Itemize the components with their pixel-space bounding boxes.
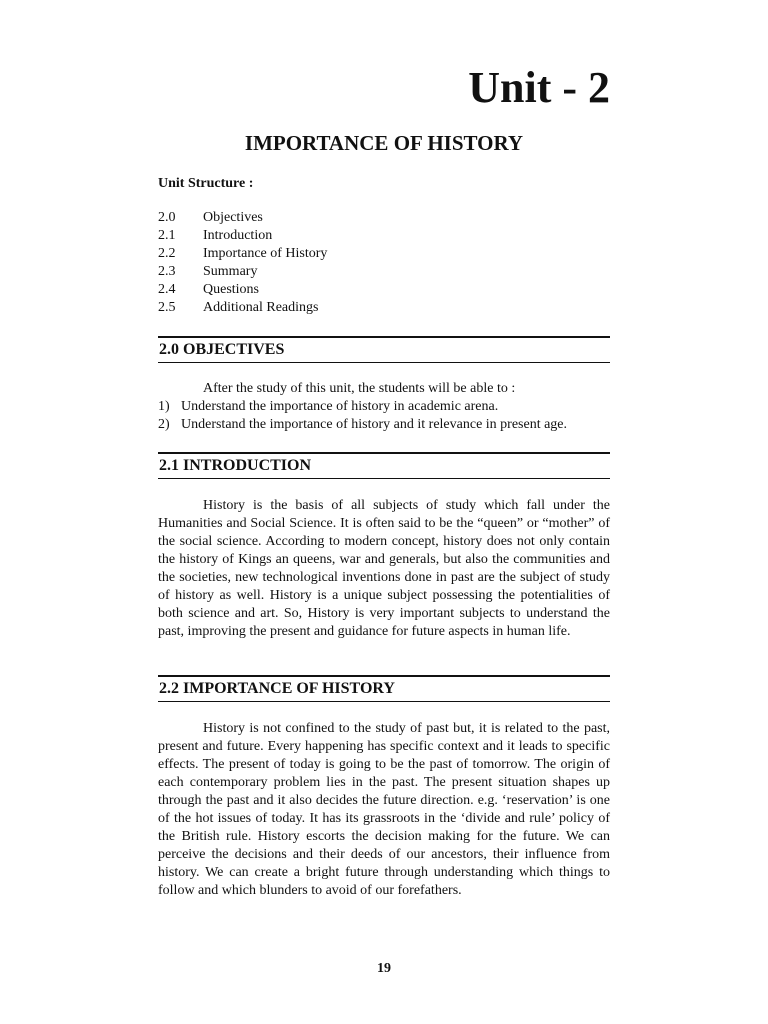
objectives-intro: After the study of this unit, the students will be able to : bbox=[203, 381, 516, 396]
section-heading-importance: 2.2 IMPORTANCE OF HISTORY bbox=[158, 675, 610, 702]
structure-item bbox=[158, 245, 327, 263]
structure-item bbox=[158, 263, 327, 281]
objectives-list bbox=[158, 398, 610, 434]
structure-item-number: 2.3 bbox=[158, 264, 176, 279]
list-item bbox=[158, 398, 610, 416]
importance-paragraph: History is not confined to the study of past but, it is related to the past, present and future. Every happening has specific context and it leads to specific effects. The present of today is going to be the past of tomorrow. The origin of each contemporary problem lies in the past. The present situation shapes up through the past and it also decides the future direction. e.g. ‘reservation’ is one of the hot issues of today. It has its grassroots in the ‘divide and rule’ policy of the British rule. History escorts the decision making for the future. We can perceive the decisions and their deeds of our ancestors, their influence from history. We can create a bright future through understanding which things to follow and which blunders to avoid of our forefathers. bbox=[158, 721, 610, 898]
structure-item-number: 2.5 bbox=[158, 300, 176, 315]
structure-item bbox=[158, 281, 327, 299]
structure-item-label: Introduction bbox=[203, 228, 273, 243]
structure-item-number: 2.1 bbox=[158, 228, 176, 243]
list-item-text: Understand the importance of history in academic arena. bbox=[181, 399, 499, 414]
introduction-paragraph: History is the basis of all subjects of study which fall under the Humanities and Social Science. It is often said to be the “queen” or “mother” of the social science. According to modern concept, history does not only contain the history of Kings an queens, war and generals, but also the communities and the societies, new technological inventions done in past are the subject of study of history as well. History is a unique subject possessing the potentialities of both science and art. So, History is very important subjects to understand the past, improving the present and guidance for future aspects in human life. bbox=[158, 498, 610, 639]
page-number: 19 bbox=[377, 961, 391, 976]
section-heading-objectives: 2.0 OBJECTIVES bbox=[158, 336, 610, 363]
structure-item-number: 2.2 bbox=[158, 246, 176, 261]
list-item-text: Understand the importance of history and it relevance in present age. bbox=[181, 417, 568, 432]
structure-item bbox=[158, 227, 327, 245]
list-item bbox=[158, 416, 610, 434]
list-marker: 1) bbox=[158, 399, 170, 414]
structure-item bbox=[158, 209, 327, 227]
unit-title: Unit - 2 bbox=[468, 63, 610, 112]
structure-item-label: Additional Readings bbox=[203, 300, 319, 315]
structure-item-label: Questions bbox=[203, 282, 259, 297]
structure-item-label: Objectives bbox=[203, 210, 263, 225]
document-title: IMPORTANCE OF HISTORY bbox=[244, 131, 524, 155]
list-marker: 2) bbox=[158, 417, 170, 432]
structure-item bbox=[158, 299, 327, 317]
section-heading-introduction: 2.1 INTRODUCTION bbox=[158, 452, 610, 479]
structure-item-label: Summary bbox=[203, 264, 258, 279]
structure-item-number: 2.0 bbox=[158, 210, 176, 225]
structure-item-number: 2.4 bbox=[158, 282, 176, 297]
unit-structure-list bbox=[158, 209, 327, 317]
unit-structure-label: Unit Structure : bbox=[158, 176, 254, 191]
document-page bbox=[158, 0, 610, 1024]
structure-item-label: Importance of History bbox=[203, 246, 328, 261]
